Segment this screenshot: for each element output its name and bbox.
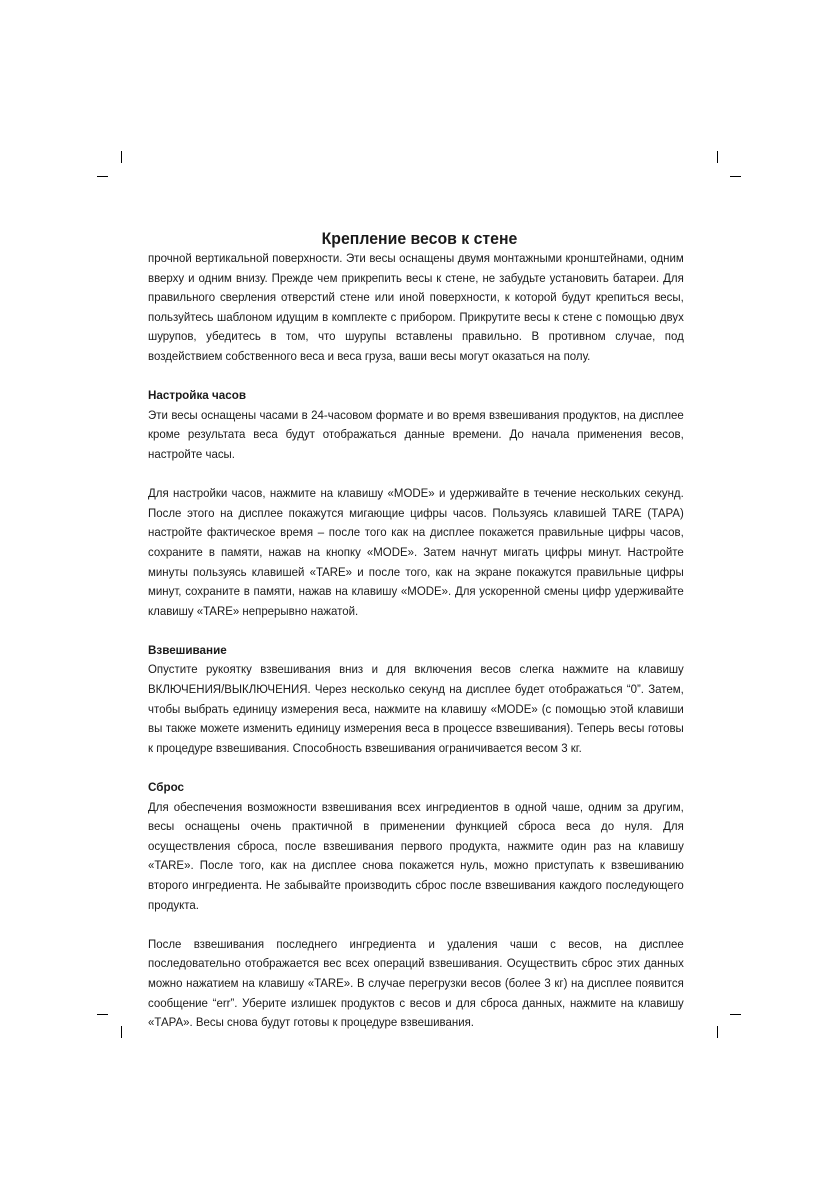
crop-mark-bottom-right-horizontal — [730, 1014, 741, 1015]
reset-paragraph-1: Для обеспечения возможности взвешивания всех ингредиентов в одной чаше, одним за другим, весы оснащены очень практичной в применении функцией сброса веса до нуля. Для осуществления сброса, после взвешивания первого продукта, нажмите один раз на клавишу «TARE». После того, как на дисплее снова покажется нуль, можно приступать к взвешиванию второго ингредиента. Не забывайте производить сброс после взвешивания каждого последующего продукта. — [148, 799, 684, 912]
crop-mark-bottom-left-horizontal — [97, 1014, 108, 1015]
weigh-paragraph: Опустите рукоятку взвешивания вниз и для включения весов слегка нажмите на клавишу ВКЛЮЧЕНИЯ/ВЫКЛЮЧЕНИЯ. Через несколько секунд на дисплее будет отображаться “0”. Затем, чтобы выбрать единицу измерения веса, нажмите на клавишу «MODE» (с помощью этой клавиши вы также можете изменить единицу измерения веса в процессе взвешивания). Теперь весы готовы к процедуре взвешивания. Способность взвешивания ограничивается весом 3 кг. — [148, 662, 684, 755]
weigh-heading: Взвешивание — [148, 642, 227, 657]
intro-paragraph: прочной вертикальной поверхности. Эти весы оснащены двумя монтажными кронштейнами, одним вверху и одним внизу. Прежде чем прикрепить весы к стене, не забудьте установить батареи. Для правильного сверления отверстий стене или иной поверхности, к которой будут крепиться весы, пользуйтесь шаблоном идущим в комплекте с прибором. Прикрутите весы к стене с помощью двух шурупов, убедитесь в том, что шурупы вставлены правильно. В противном случае, под воздействием собственного веса и веса груза, ваши весы могут оказаться на полу. — [148, 251, 684, 363]
clock-paragraph-2: Для настройки часов, нажмите на клавишу «MODE» и удерживайте в течение нескольких секунд. После этого на дисплее покажутся мигающие цифры часов. Пользуясь клавишей TARE (ТАРА) настройте фактическое время – после того как на дисплее покажется правильные цифры часов, сохраните в памяти, нажав на кнопку «MODE». Затем начнут мигать цифры минут. Настройте минуты пользуясь клавишей «TARE» и после того, как на экране покажутся правильные цифры минут, сохраните в памяти, нажав на клавишу «MODE». Для ускоренной смены цифр удерживайте клавишу «TARE» непрерывно нажатой. — [148, 486, 684, 618]
clock-heading: Настройка часов — [148, 388, 246, 403]
spacer — [148, 465, 684, 485]
spacer — [148, 915, 684, 935]
crop-mark-top-left-horizontal — [97, 176, 108, 177]
crop-mark-top-right-horizontal — [730, 176, 741, 177]
reset-heading: Сброс — [148, 780, 185, 795]
crop-mark-bottom-right-vertical — [717, 1026, 718, 1038]
spacer — [148, 367, 684, 387]
crop-mark-top-right-vertical — [717, 151, 718, 163]
document-body — [148, 249, 684, 1033]
reset-paragraph-2: После взвешивания последнего ингредиента и удаления чаши с весов, на дисплее последовательно отображается вес всех операций взвешивания. Осуществить сброс этих данных можно нажатием на клавишу «TARE». В случае перегрузки весов (более 3 кг) на дисплее появится сообщение “err”. Уберите излишек продуктов с весов и для сброса данных, нажмите на клавишу «ТАРА». Весы снова будут готовы к процедуре взвешивания. — [148, 936, 684, 1030]
spacer — [148, 758, 684, 778]
page-title: Крепление весов к стене — [321, 230, 518, 248]
clock-paragraph-1: Эти весы оснащены часами в 24-часовом формате и во время взвешивания продуктов, на дисплее кроме результата веса будут отображаться данные времени. До начала применения весов, настройте часы. — [148, 407, 684, 461]
crop-mark-bottom-left-vertical — [121, 1026, 122, 1038]
spacer — [148, 621, 684, 641]
crop-mark-top-left-vertical — [121, 151, 122, 163]
